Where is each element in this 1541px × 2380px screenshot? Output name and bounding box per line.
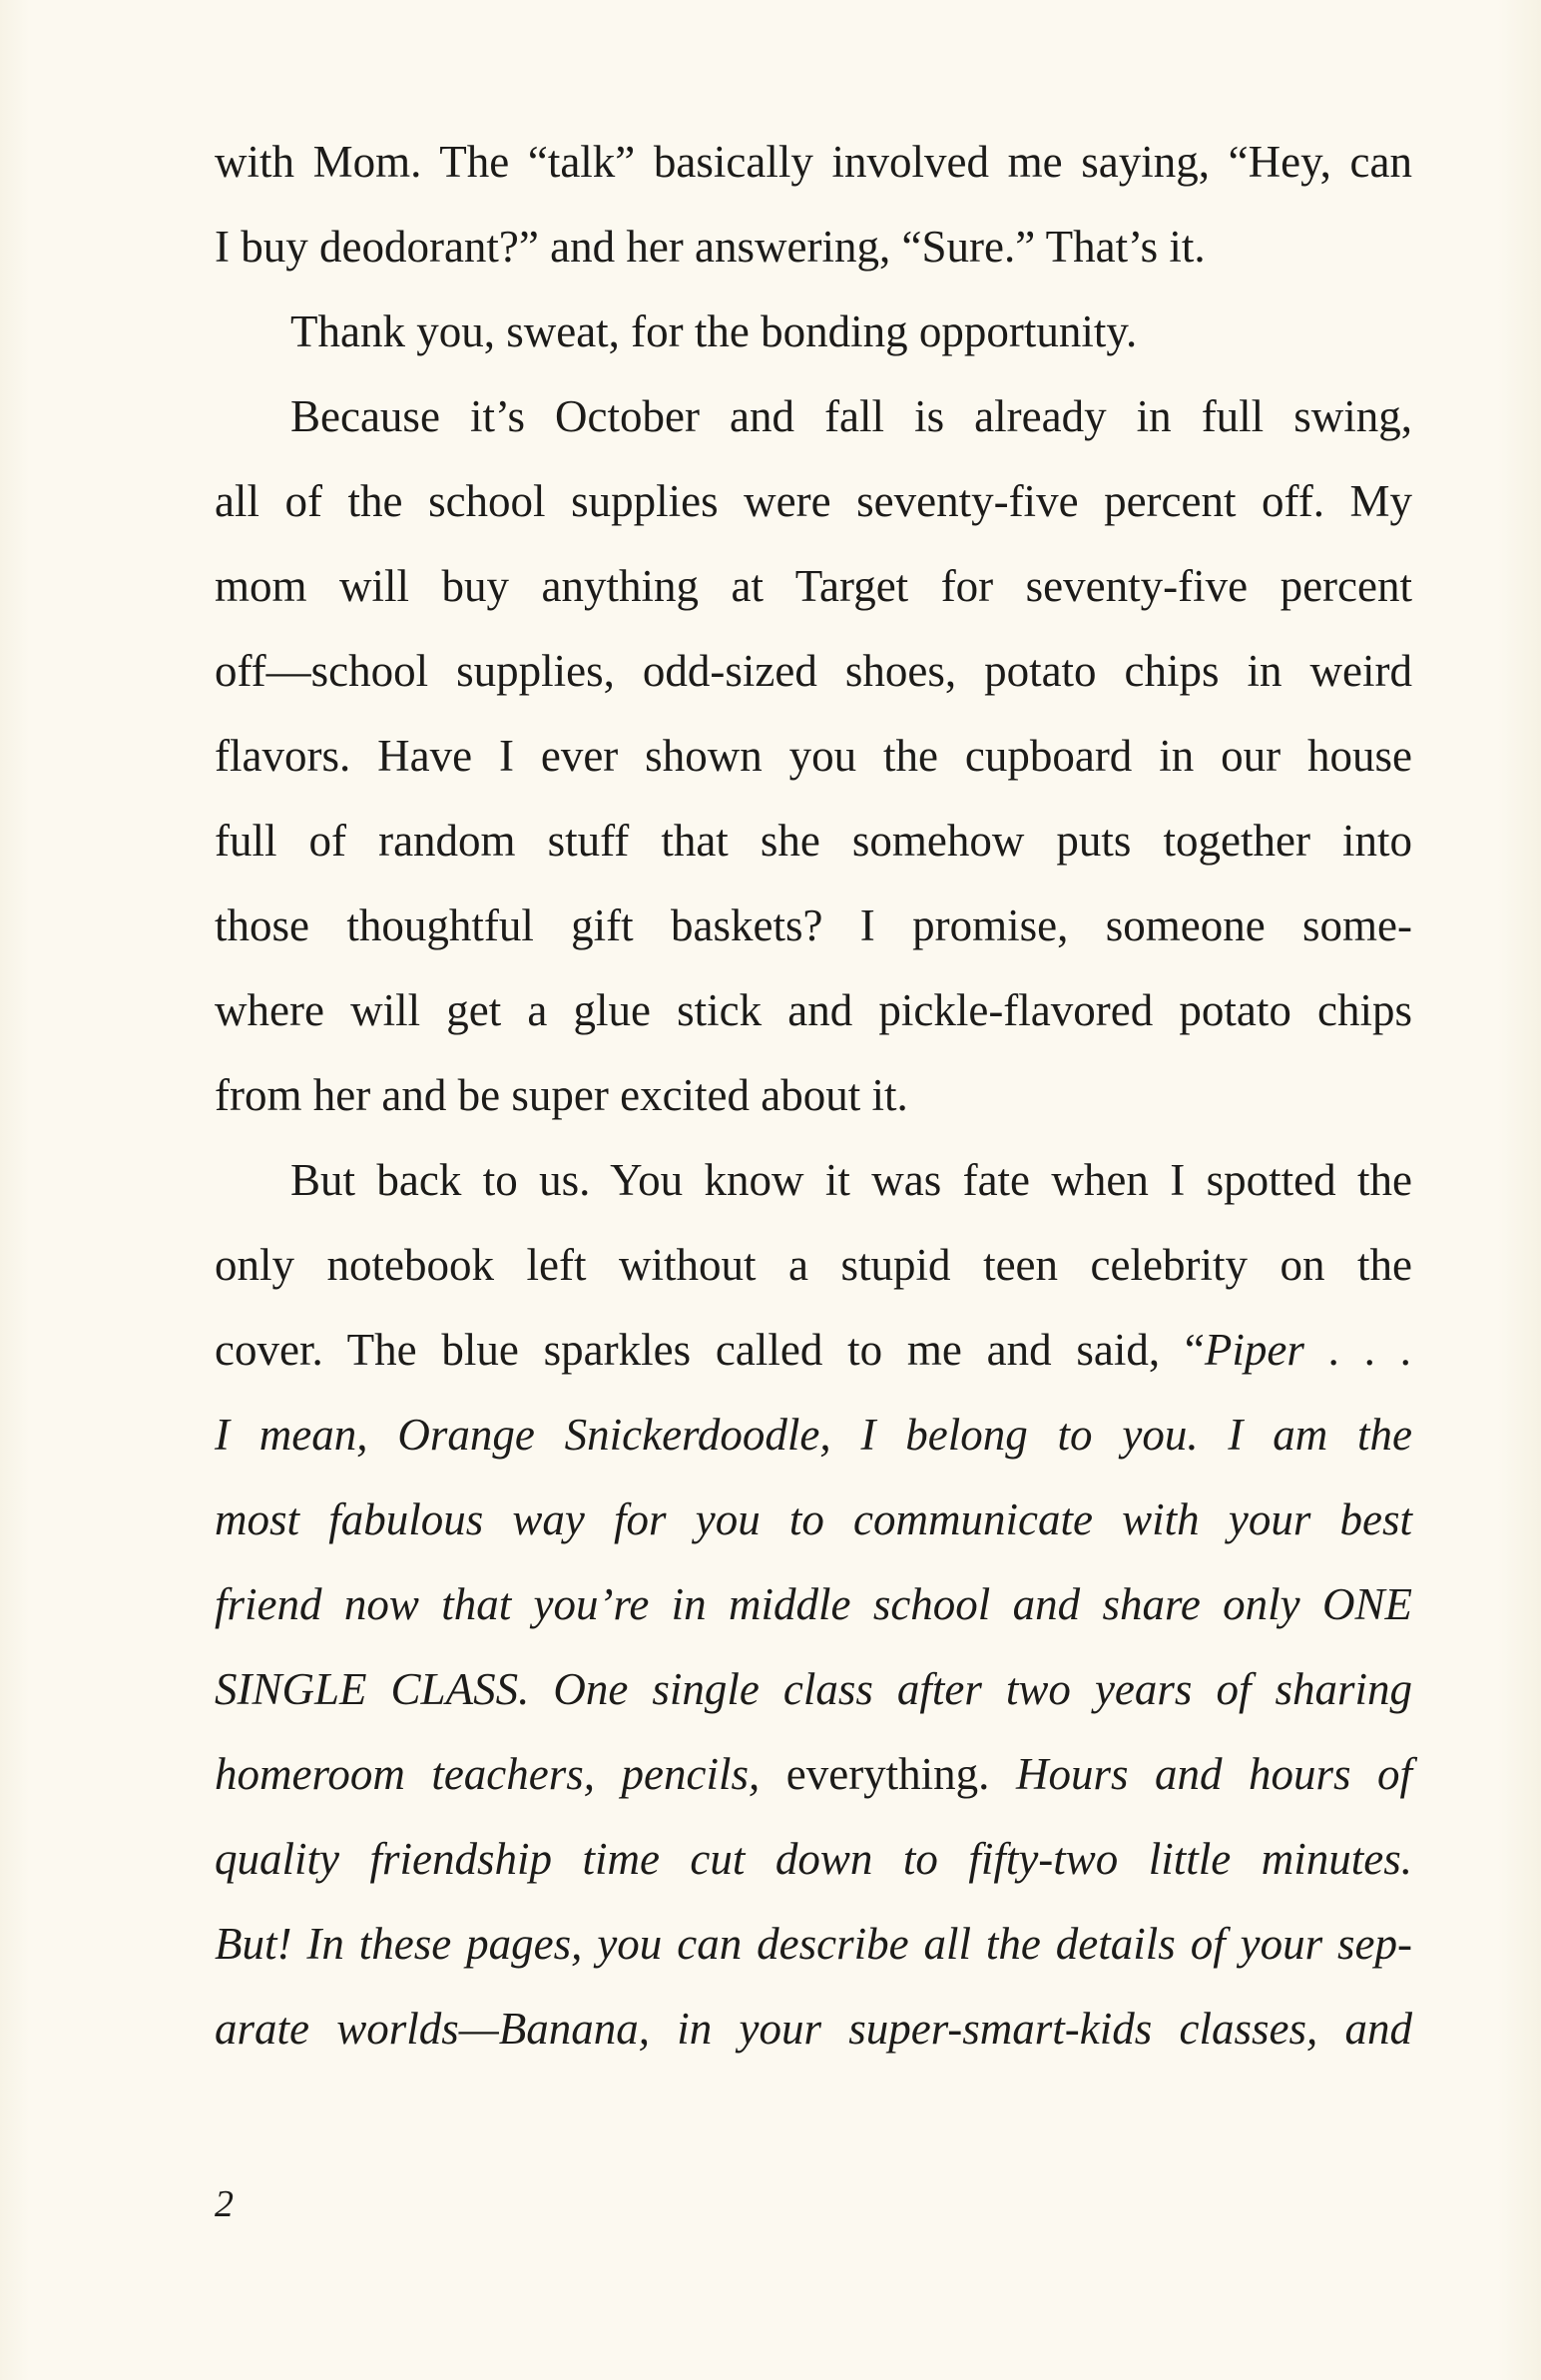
text-line [215, 1393, 1412, 1478]
text-line: those thoughtful gift baskets? I promise, someone some- [215, 900, 1412, 950]
italic-run: homeroom teachers, pencils, [215, 1749, 761, 1799]
text-line: But back to us. You know it was fate when I spotted the [290, 1155, 1412, 1205]
text-line: with Mom. The “talk” basically involved me saying, “Hey, can [215, 137, 1412, 187]
text-line: I buy deodorant?” and her answering, “Sure.” That’s it. [215, 222, 1206, 272]
text-line [215, 1562, 1412, 1647]
text-line [215, 1647, 1412, 1732]
text-line: flavors. Have I ever shown you the cupboard in our house [215, 731, 1412, 781]
italic-run: most fabulous way for you to communicate with your best [215, 1494, 1412, 1544]
text-line: mom will buy anything at Target for seventy-five percent [215, 561, 1412, 611]
text-line [215, 1308, 1412, 1393]
text-run: cover. The blue sparkles called to me and said, “ [215, 1325, 1205, 1375]
text-line: all of the school supplies were seventy-five percent off. My [215, 476, 1412, 526]
italic-run: But! In these pages, you can describe all the details of your sep- [215, 1919, 1412, 1969]
text-line: where will get a glue stick and pickle-flavored potato chips [215, 985, 1412, 1035]
italic-run: friend now that you’re in middle school and share only ONE [215, 1579, 1412, 1629]
text-line: from her and be super excited about it. [215, 1070, 908, 1120]
text-line: Thank you, sweat, for the bonding opportunity. [290, 306, 1138, 356]
italic-run: Hours and hours of [1015, 1749, 1413, 1799]
italic-run: SINGLE CLASS. One single class after two years of sharing [215, 1664, 1412, 1714]
text-line [215, 1478, 1412, 1562]
page-number: 2 [215, 2183, 234, 2225]
text-line: full of random stuff that she somehow puts together into [215, 816, 1412, 866]
text-line: Because it’s October and fall is already in full swing, [290, 391, 1412, 441]
text-line [215, 1732, 1412, 1817]
text-line [215, 1902, 1412, 1987]
italic-run: arate worlds—Banana, in your super-smart-kids classes, and [215, 2004, 1412, 2054]
italic-run: quality friendship time cut down to fifty-two little minutes. [215, 1834, 1412, 1884]
body-text [215, 120, 1412, 2072]
italic-run: Piper . . . [1204, 1325, 1412, 1375]
text-run: everything. [785, 1749, 990, 1799]
text-line: off—school supplies, odd-sized shoes, potato chips in weird [215, 646, 1412, 696]
italic-run: I mean, Orange Snickerdoodle, I belong to you. I am the [215, 1410, 1412, 1460]
text-line [215, 1987, 1412, 2072]
text-line: only notebook left without a stupid teen celebrity on the [215, 1240, 1412, 1290]
text-line [215, 1817, 1412, 1902]
